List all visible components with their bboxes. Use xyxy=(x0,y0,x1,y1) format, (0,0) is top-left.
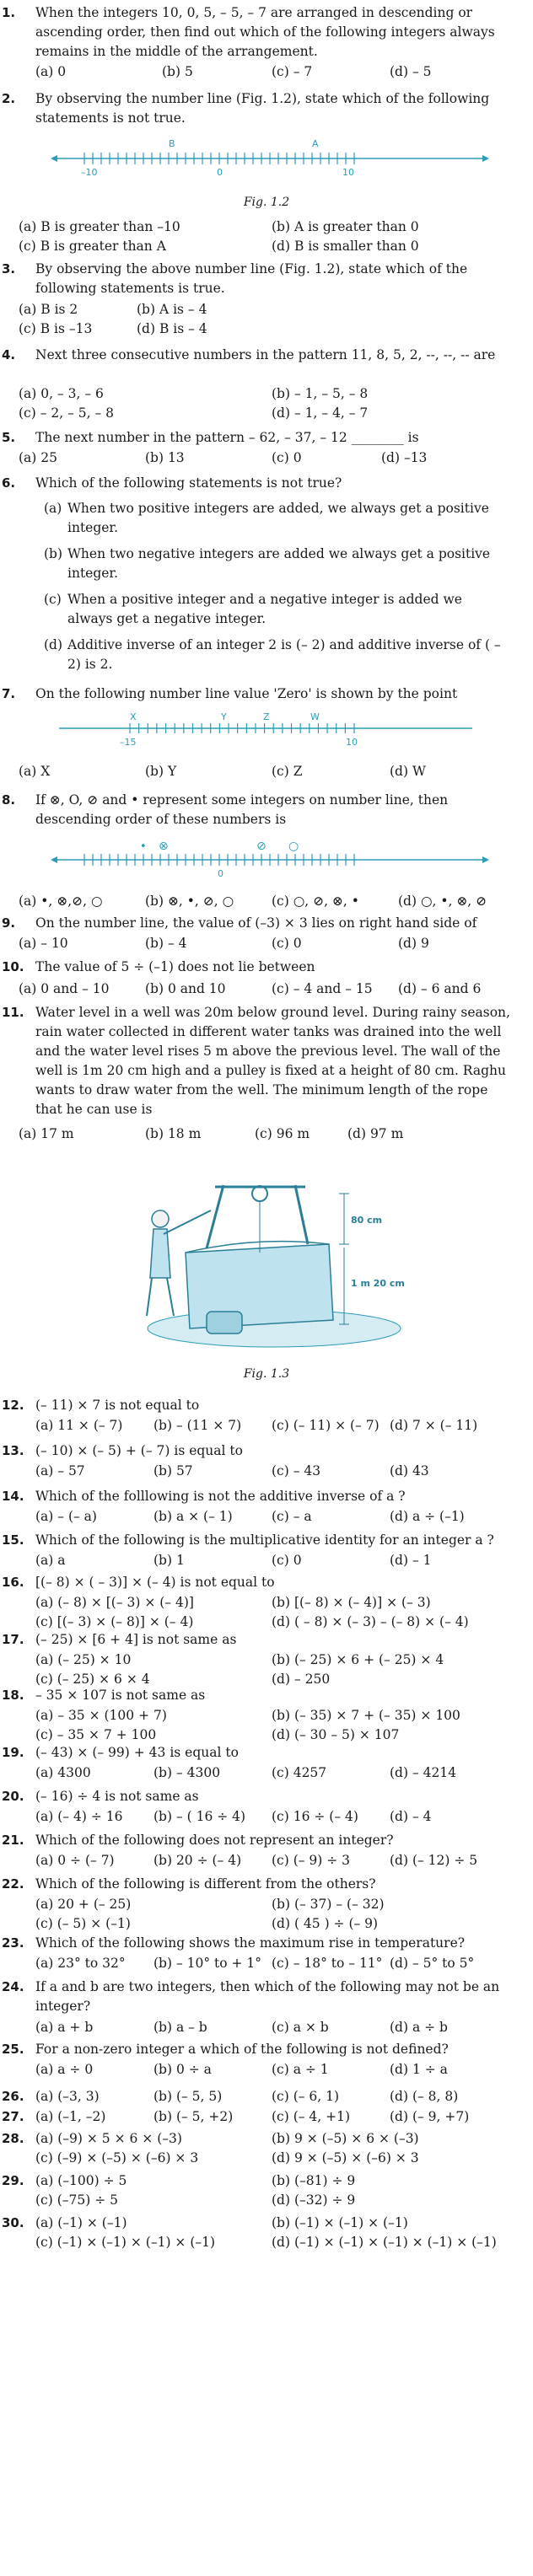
option-a[interactable]: (a) B is 2 xyxy=(19,302,78,317)
question-number: 28. xyxy=(2,2131,24,2146)
option-b[interactable]: (b) 0 and 10 xyxy=(145,981,226,996)
option-c[interactable]: (c) (– 5) × (–1) xyxy=(35,1916,131,1931)
option-a[interactable]: (a) (–100) ÷ 5 xyxy=(35,2173,127,2188)
statement-text: When a positive integer and a negative integer is added we always get a negative integer. xyxy=(67,592,462,626)
option-b[interactable]: (b) (– 25) × 6 + (– 25) × 4 xyxy=(272,1652,444,1667)
option-c[interactable]: (c) B is –13 xyxy=(19,321,93,336)
question-13 xyxy=(2,1441,516,1461)
question-number: 7. xyxy=(2,686,16,701)
question-7 xyxy=(2,684,516,704)
question-number: 17. xyxy=(2,1632,24,1647)
statement-text: When two positive integers are added, we always get a positive integer. xyxy=(67,501,489,535)
question-number: 26. xyxy=(2,2089,24,2104)
option-d[interactable]: (d) (– 12) ÷ 5 xyxy=(390,1853,478,1868)
option-d[interactable]: (d) (– 9, +7) xyxy=(390,2109,470,2124)
question-text: On the following number line value 'Zero' is shown by the point xyxy=(35,686,458,701)
label-a: A xyxy=(312,138,319,149)
question-11 xyxy=(2,1003,516,1119)
option-c[interactable]: (c) – 18° to – 11° xyxy=(272,1956,383,1971)
symbol-circle: ○ xyxy=(288,840,299,853)
option-d[interactable]: (d) 43 xyxy=(390,1463,429,1479)
question-number: 3. xyxy=(2,261,16,276)
statement-d[interactable] xyxy=(44,636,508,674)
question-text: Which of the following statements is not true? xyxy=(35,475,342,491)
option-c[interactable]: (c) 0 xyxy=(272,450,302,465)
symbol-dot: • xyxy=(140,840,147,853)
option-a[interactable]: (a) 0, – 3, – 6 xyxy=(19,386,104,401)
label-y: Y xyxy=(221,711,227,722)
question-number: 2. xyxy=(2,91,16,106)
question-9 xyxy=(2,914,516,933)
option-a[interactable]: (a) 25 xyxy=(19,450,57,465)
option-b[interactable]: (b) – ( 16 ÷ 4) xyxy=(153,1809,246,1824)
question-number: 9. xyxy=(2,915,16,931)
option-c[interactable]: (c) (– 6, 1) xyxy=(272,2089,340,2104)
question-1 xyxy=(2,3,516,62)
symbol-oslash: ⊘ xyxy=(256,840,266,853)
question-number: 6. xyxy=(2,475,16,491)
option-a[interactable]: (a) 20 + (– 25) xyxy=(35,1897,132,1912)
option-b[interactable]: (b) (–1) × (–1) × (–1) xyxy=(272,2215,408,2230)
label-minus-10: –10 xyxy=(81,167,98,178)
option-d[interactable]: (d) W xyxy=(390,764,426,779)
option-c[interactable]: (c) (–1) × (–1) × (–1) × (–1) xyxy=(35,2235,216,2250)
option-c[interactable]: (c) B is greater than A xyxy=(19,239,166,254)
question-text: By observing the above number line (Fig. 1.2), state which of the following statements is true. xyxy=(35,261,468,296)
option-c[interactable]: (c) 4257 xyxy=(272,1765,327,1780)
option-c[interactable]: (c) a × b xyxy=(272,2020,329,2035)
option-a[interactable]: (a) 11 × (– 7) xyxy=(35,1418,123,1433)
label-x: X xyxy=(130,711,137,722)
question-text: The next number in the pattern – 62, – 37, – 12 ________ is xyxy=(35,430,419,445)
option-d[interactable]: (d) ( 45 ) ÷ (– 9) xyxy=(272,1916,379,1931)
option-d[interactable]: (d) 9 × (–5) × (–6) × 3 xyxy=(272,2150,419,2165)
option-b[interactable]: (b) – (11 × 7) xyxy=(153,1418,242,1433)
question-text: Which of the following shows the maximum rise in temperature? xyxy=(35,1935,466,1951)
question-8 xyxy=(2,791,516,829)
question-number: 5. xyxy=(2,430,16,445)
label-zero: 0 xyxy=(217,167,223,178)
question-19 xyxy=(2,1743,516,1763)
option-c[interactable]: (c) Z xyxy=(272,764,303,779)
option-b[interactable]: (b) (–81) ÷ 9 xyxy=(272,2173,356,2188)
option-b[interactable]: (b) (– 35) × 7 + (– 35) × 100 xyxy=(272,1708,460,1723)
option-d[interactable]: (d) B is smaller than 0 xyxy=(272,239,419,254)
question-4 xyxy=(2,346,516,365)
option-a[interactable]: (a) – 57 xyxy=(35,1463,85,1479)
option-a[interactable]: (a) – 10 xyxy=(19,936,68,951)
option-b[interactable]: (b) 0 ÷ a xyxy=(153,2062,212,2077)
statement-label: (b) xyxy=(44,546,63,561)
question-number: 30. xyxy=(2,2215,24,2230)
question-text: Which of the following does not represent an integer? xyxy=(35,1833,394,1848)
question-text: The value of 5 ÷ (–1) does not lie between xyxy=(35,959,315,974)
option-b[interactable]: (b) (– 37) – (– 32) xyxy=(272,1897,385,1912)
option-b[interactable]: (b) a – b xyxy=(153,2020,207,2035)
option-c[interactable]: (c) (– 11) × (– 7) xyxy=(272,1418,380,1433)
option-a[interactable]: (a) (–3, 3) xyxy=(35,2089,100,2104)
question-14 xyxy=(2,1487,516,1506)
question-text: For a non-zero integer a which of the following is not defined? xyxy=(35,2042,449,2057)
option-d[interactable]: (d) – 5 xyxy=(390,64,432,79)
option-c[interactable]: (c) 0 xyxy=(272,1553,302,1568)
question-18 xyxy=(2,1686,516,1705)
option-d[interactable]: (d) B is – 4 xyxy=(137,321,207,336)
question-number: 15. xyxy=(2,1532,24,1548)
option-d[interactable]: (d) – 4 xyxy=(390,1809,432,1824)
question-2 xyxy=(2,89,516,128)
question-17 xyxy=(2,1630,516,1650)
option-a[interactable]: (a) •, ⊗,⊘, ○ xyxy=(19,894,103,909)
option-d[interactable]: (d) –13 xyxy=(381,450,428,465)
option-b[interactable]: (b) 5 xyxy=(162,64,193,79)
option-a[interactable]: (a) – 35 × (100 + 7) xyxy=(35,1708,167,1723)
option-d[interactable]: (d) ○, •, ⊗, ⊘ xyxy=(398,894,487,909)
option-a[interactable]: (a) a + b xyxy=(35,2020,94,2035)
question-text: – 35 × 107 is not same as xyxy=(35,1688,206,1703)
question-text: If ⊗, O, ⊘ and • represent some integers on number line, then descending order of these numbers is xyxy=(35,792,449,827)
option-c[interactable]: (c) [(– 3) × (– 8)] × (– 4) xyxy=(35,1614,194,1629)
statement-label: (a) xyxy=(44,501,62,516)
question-number: 14. xyxy=(2,1489,24,1504)
question-text: When the integers 10, 0, 5, – 5, – 7 are arranged in descending or ascending order, then find out which of the following integers always remains in the middle of the arrangement. xyxy=(35,5,495,59)
option-a[interactable]: (a) B is greater than –10 xyxy=(19,219,180,234)
option-b[interactable]: (b) 9 × (–5) × 6 × (–3) xyxy=(272,2131,419,2146)
option-b[interactable]: (b) – 4300 xyxy=(153,1765,221,1780)
option-a[interactable]: (a) 23° to 32° xyxy=(35,1956,126,1971)
option-c[interactable]: (c) (– 9) ÷ 3 xyxy=(272,1853,351,1868)
statement-label: (c) xyxy=(44,592,62,607)
question-number: 29. xyxy=(2,2173,24,2188)
question-text: Next three consecutive numbers in the pattern 11, 8, 5, 2, --, --, -- are xyxy=(35,347,496,362)
option-b[interactable]: (b) Y xyxy=(145,764,177,779)
option-d[interactable]: (d) – 1 xyxy=(390,1553,432,1568)
label-10: 10 xyxy=(342,167,354,178)
question-15 xyxy=(2,1531,516,1550)
option-d[interactable]: (d) (–1) × (–1) × (–1) × (–1) × (–1) xyxy=(272,2235,497,2250)
label-b: B xyxy=(169,138,175,149)
question-text: Which of the folllowing is not the additive inverse of a ? xyxy=(35,1489,406,1504)
option-c[interactable]: (c) (– 4, +1) xyxy=(272,2109,351,2124)
question-22 xyxy=(2,1875,516,1894)
question-6 xyxy=(2,474,516,493)
number-line-q8 xyxy=(51,835,489,888)
option-d[interactable]: (d) – 250 xyxy=(272,1672,331,1687)
question-text: On the number line, the value of (–3) × 3 lies on right hand side of xyxy=(35,915,477,931)
statement-b[interactable] xyxy=(44,545,508,583)
question-12 xyxy=(2,1396,516,1415)
option-c[interactable]: (c) (–75) ÷ 5 xyxy=(35,2192,118,2208)
statement-text: When two negative integers are added we always get a positive integer. xyxy=(67,546,491,581)
question-text: Which of the following is the multiplicative identity for an integer a ? xyxy=(35,1532,494,1548)
symbol-otimes: ⊗ xyxy=(159,840,169,853)
option-c[interactable]: (c) ○, ⊘, ⊗, • xyxy=(272,894,359,909)
label-10: 10 xyxy=(346,737,358,748)
option-a[interactable]: (a) 0 xyxy=(35,64,67,79)
label-zero: 0 xyxy=(218,868,223,879)
option-a[interactable]: (a) (– 25) × 10 xyxy=(35,1652,132,1667)
option-c[interactable]: (c) – a xyxy=(272,1509,312,1524)
label-80cm: 80 cm xyxy=(351,1215,383,1226)
question-number: 1. xyxy=(2,5,16,20)
option-a[interactable]: (a) – (– a) xyxy=(35,1509,97,1524)
option-c[interactable]: (c) 0 xyxy=(272,936,302,951)
statement-c[interactable] xyxy=(44,590,508,629)
option-d[interactable]: (d) ( – 8) × (– 3) – (– 8) × (– 4) xyxy=(272,1614,469,1629)
question-text: By observing the number line (Fig. 1.2), state which of the following statements is not true. xyxy=(35,91,490,126)
option-c[interactable]: (c) – 35 × 7 + 100 xyxy=(35,1727,157,1742)
question-number: 11. xyxy=(2,1005,24,1020)
question-number: 10. xyxy=(2,959,24,974)
option-d[interactable]: (d) – 4214 xyxy=(390,1765,457,1780)
option-b[interactable]: (b) – 4 xyxy=(145,936,187,951)
option-d[interactable]: (d) 1 ÷ a xyxy=(390,2062,448,2077)
option-d[interactable]: (d) a ÷ b xyxy=(390,2020,448,2035)
question-number: 27. xyxy=(2,2109,24,2124)
option-d[interactable]: (d) (– 30 – 5) × 107 xyxy=(272,1727,400,1742)
option-a[interactable]: (a) (–1, –2) xyxy=(35,2109,106,2124)
question-16 xyxy=(2,1573,516,1592)
option-c[interactable]: (c) (–9) × (–5) × (–6) × 3 xyxy=(35,2150,199,2165)
question-23 xyxy=(2,1934,516,1953)
question-number: 12. xyxy=(2,1398,24,1413)
question-25 xyxy=(2,2040,516,2059)
option-b[interactable]: (b) 18 m xyxy=(145,1126,202,1141)
label-w: W xyxy=(310,711,320,722)
option-a[interactable]: (a) a xyxy=(35,1553,66,1568)
question-number: 25. xyxy=(2,2042,24,2057)
option-c[interactable]: (c) (– 25) × 6 × 4 xyxy=(35,1672,150,1687)
option-b[interactable]: (b) ⊗, •, ⊘, ○ xyxy=(145,894,234,909)
question-number: 24. xyxy=(2,1979,24,1994)
option-c[interactable]: (c) a ÷ 1 xyxy=(272,2062,329,2077)
option-b[interactable]: (b) (– 5, 5) xyxy=(153,2089,223,2104)
option-c[interactable]: (c) – 2, – 5, – 8 xyxy=(19,405,115,421)
question-21 xyxy=(2,1831,516,1850)
option-a[interactable]: (a) (–9) × 5 × 6 × (–3) xyxy=(35,2131,182,2146)
option-b[interactable]: (b) 20 ÷ (– 4) xyxy=(153,1853,242,1868)
label-z: Z xyxy=(263,711,270,722)
option-d[interactable]: (d) (– 8, 8) xyxy=(390,2089,459,2104)
question-number: 21. xyxy=(2,1833,24,1848)
number-line-fig-1-2 xyxy=(51,133,489,192)
option-d[interactable]: (d) 7 × (– 11) xyxy=(390,1418,478,1433)
option-b[interactable]: (b) – 10° to + 1° xyxy=(153,1956,262,1971)
option-b[interactable]: (b) (– 5, +2) xyxy=(153,2109,234,2124)
statement-label: (d) xyxy=(44,637,63,652)
question-number: 22. xyxy=(2,1876,24,1892)
question-24 xyxy=(2,1978,516,2016)
option-a[interactable]: (a) 0 ÷ (– 7) xyxy=(35,1853,115,1868)
label-minus-15: –15 xyxy=(120,737,137,748)
option-b[interactable]: (b) a × (– 1) xyxy=(153,1509,233,1524)
option-d[interactable]: (d) a ÷ (–1) xyxy=(390,1509,465,1524)
question-number: 4. xyxy=(2,347,16,362)
option-d[interactable]: (d) – 1, – 4, – 7 xyxy=(272,405,369,421)
question-number: 23. xyxy=(2,1935,24,1951)
option-b[interactable]: (b) 1 xyxy=(153,1553,185,1568)
label-1m20cm: 1 m 20 cm xyxy=(351,1278,405,1289)
option-b[interactable]: (b) A is greater than 0 xyxy=(272,219,419,234)
option-a[interactable]: (a) 17 m xyxy=(19,1126,74,1141)
option-a[interactable]: (a) 0 and – 10 xyxy=(19,981,110,996)
question-text: Which of the following is different from the others? xyxy=(35,1876,376,1892)
question-text: [(– 8) × ( – 3)] × (– 4) is not equal to xyxy=(35,1575,275,1590)
option-a[interactable]: (a) a ÷ 0 xyxy=(35,2062,94,2077)
question-text: (– 11) × 7 is not equal to xyxy=(35,1398,200,1413)
number-line-q7 xyxy=(59,708,472,757)
option-c[interactable]: (c) 16 ÷ (– 4) xyxy=(272,1809,358,1824)
option-b[interactable]: (b) A is – 4 xyxy=(137,302,207,317)
option-b[interactable]: (b) 13 xyxy=(145,450,185,465)
option-b[interactable]: (b) – 1, – 5, – 8 xyxy=(272,386,369,401)
option-a[interactable]: (a) (–1) × (–1) xyxy=(35,2215,127,2230)
option-d[interactable]: (d) – 5° to 5° xyxy=(390,1956,475,1971)
option-a[interactable]: (a) X xyxy=(19,764,51,779)
question-number: 20. xyxy=(2,1789,24,1804)
question-number: 19. xyxy=(2,1745,24,1760)
option-d[interactable]: (d) 97 m xyxy=(347,1126,404,1141)
option-a[interactable]: (a) 4300 xyxy=(35,1765,91,1780)
question-5 xyxy=(2,428,516,448)
option-c[interactable]: (c) – 7 xyxy=(272,64,313,79)
question-3 xyxy=(2,260,516,298)
statement-a[interactable] xyxy=(44,499,508,538)
option-b[interactable]: (b) [(– 8) × (– 4)] × (– 3) xyxy=(272,1595,431,1610)
option-a[interactable]: (a) (– 4) ÷ 16 xyxy=(35,1809,123,1824)
option-a[interactable]: (a) (– 8) × [(– 3) × (– 4)] xyxy=(35,1595,194,1610)
question-number: 16. xyxy=(2,1575,24,1590)
question-number: 18. xyxy=(2,1688,24,1703)
statement-text: Additive inverse of an integer 2 is (– 2) and additive inverse of ( – 2) is 2. xyxy=(67,637,501,672)
question-text: (– 16) ÷ 4 is not same as xyxy=(35,1789,199,1804)
figure-caption: Fig. 1.2 xyxy=(243,196,290,209)
option-d[interactable]: (d) 9 xyxy=(398,936,429,951)
question-text: Water level in a well was 20m below ground level. During rainy season, rain water collected in different water tanks was drained into the well and the water level rises 5 m above the previous level. The wall of the well is 1m 20 cm high and a pulley is fixed at a height of 80 cm. Raghu wants to draw water from the well. The minimum length of the rope that he can use is xyxy=(35,1005,510,1117)
well-illustration xyxy=(127,1160,405,1362)
option-d[interactable]: (d) – 6 and 6 xyxy=(398,981,482,996)
question-20 xyxy=(2,1787,516,1806)
question-10 xyxy=(2,958,516,977)
option-c[interactable]: (c) 96 m xyxy=(255,1126,310,1141)
option-b[interactable]: (b) 57 xyxy=(153,1463,193,1479)
question-text: If a and b are two integers, then which of the following may not be an integer? xyxy=(35,1979,500,2014)
figure-caption: Fig. 1.3 xyxy=(243,1367,290,1381)
option-c[interactable]: (c) – 43 xyxy=(272,1463,321,1479)
question-number: 8. xyxy=(2,792,16,808)
option-c[interactable]: (c) – 4 and – 15 xyxy=(272,981,373,996)
question-text: (– 43) × (– 99) + 43 is equal to xyxy=(35,1745,239,1760)
option-d[interactable]: (d) (–32) ÷ 9 xyxy=(272,2192,356,2208)
question-text: (– 10) × (– 5) + (– 7) is equal to xyxy=(35,1443,243,1458)
question-text: (– 25) × [6 + 4] is not same as xyxy=(35,1632,237,1647)
question-number: 13. xyxy=(2,1443,24,1458)
